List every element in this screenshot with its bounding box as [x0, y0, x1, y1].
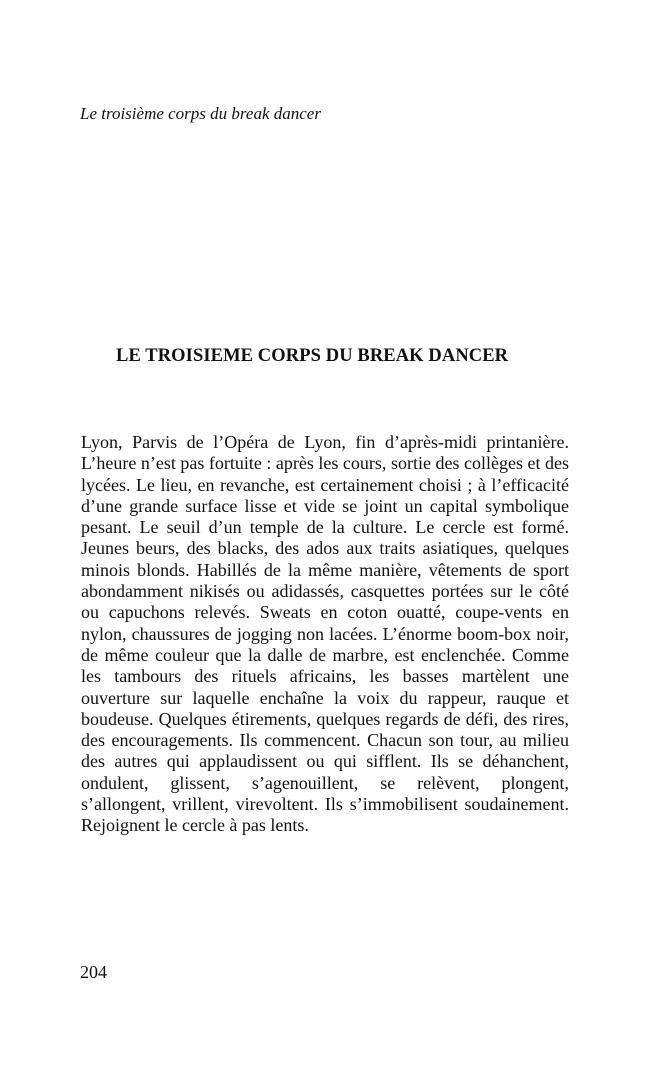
page-number: 204: [80, 962, 107, 982]
body-paragraph: Lyon, Parvis de l’Opéra de Lyon, fin d’après-midi printanière. L’heure n’est pas fortuite : après les cours, sortie des collèges et des lycées. Le lieu, en revanche, est certainement choisi ; à l’efficacité d’une grande surface lisse et vide se joint un capital symbolique pesant. Le seuil d’un temple de la culture. Le cercle est formé. Jeunes beurs, des blacks, des ados aux traits asiatiques, quelques minois blonds. Habillés de la même manière, vêtements de sport abondamment nikisés ou adidassés, casquettes portées sur le côté ou capuchons relevés. Sweats en coton ouatté, coupe-vents en nylon, chaussures de jogging non lacées. L’énorme boom-box noir, de même couleur que la dalle de marbre, est enclenchée. Comme les tambours des rituels africains, les basses martèlent une ouverture sur laquelle enchaîne la voix du rappeur, rauque et boudeuse. Quelques étirements, quelques regards de défi, des rires, des encouragements. Ils commencent. Chacun son tour, au milieu des autres qui applaudissent ou qui sifflent. Ils se déhanchent, ondulent, glissent, s’agenouillent, se relèvent, plongent, s’allongent, vrillent, virevoltent. Ils s’immobilisent soudainement. Rejoignent le cercle à pas lents.: [81, 432, 569, 836]
chapter-title: LE TROISIEME CORPS DU BREAK DANCER: [116, 346, 509, 366]
running-head: Le troisième corps du break dancer: [80, 104, 321, 123]
